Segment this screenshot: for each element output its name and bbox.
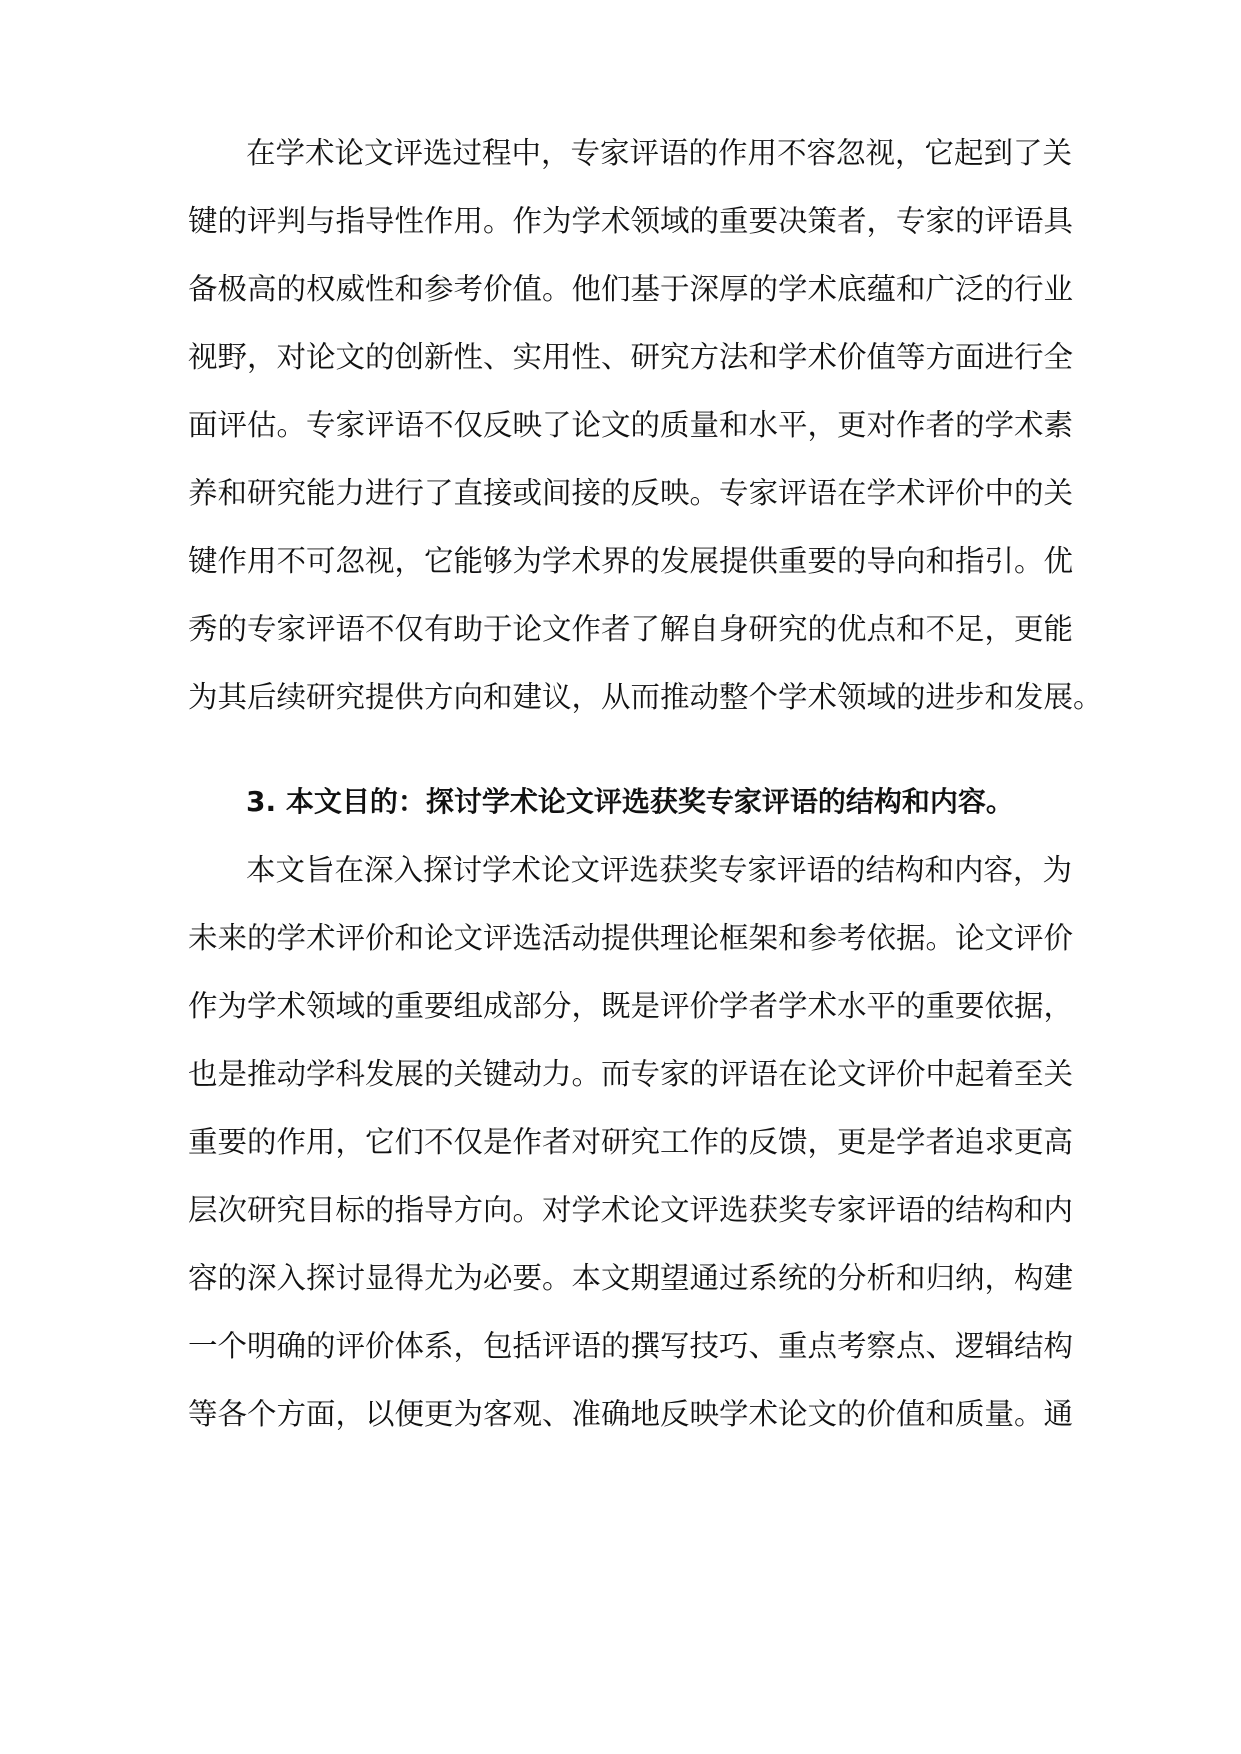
paragraph-2-line-4: 也是推动学科发展的关键动力。而专家的评语在论文评价中起着至关 bbox=[188, 1057, 1074, 1091]
paragraph-2-line-1: 本文旨在深入探讨学术论文评选获奖专家评语的结构和内容，为 bbox=[246, 853, 1073, 887]
paragraph-1-line-7: 键作用不可忽视，它能够为学术界的发展提供重要的导向和指引。优 bbox=[188, 544, 1074, 578]
paragraph-2-line-2: 未来的学术评价和论文评选活动提供理论框架和参考依据。论文评价 bbox=[188, 921, 1074, 955]
section-heading: 3. 本文目的：探讨学术论文评选获奖专家评语的结构和内容。 bbox=[246, 785, 1014, 818]
paragraph-2-line-3: 作为学术领域的重要组成部分，既是评价学者学术水平的重要依据， bbox=[188, 989, 1074, 1023]
paragraph-1-line-9: 为其后续研究提供方向和建议，从而推动整个学术领域的进步和发展。 bbox=[188, 680, 1103, 714]
paragraph-2-line-5: 重要的作用，它们不仅是作者对研究工作的反馈，更是学者追求更高 bbox=[188, 1125, 1074, 1159]
paragraph-1-line-4: 视野，对论文的创新性、实用性、研究方法和学术价值等方面进行全 bbox=[188, 340, 1074, 374]
paragraph-1-line-2: 键的评判与指导性作用。作为学术领域的重要决策者，专家的评语具 bbox=[188, 204, 1074, 238]
paragraph-1-line-6: 养和研究能力进行了直接或间接的反映。专家评语在学术评价中的关 bbox=[188, 476, 1074, 510]
paragraph-1-line-5: 面评估。专家评语不仅反映了论文的质量和水平，更对作者的学术素 bbox=[188, 408, 1074, 442]
paragraph-1-line-8: 秀的专家评语不仅有助于论文作者了解自身研究的优点和不足，更能 bbox=[188, 612, 1074, 646]
paragraph-1-line-3: 备极高的权威性和参考价值。他们基于深厚的学术底蕴和广泛的行业 bbox=[188, 272, 1074, 306]
paragraph-2-line-6: 层次研究目标的指导方向。对学术论文评选获奖专家评语的结构和内 bbox=[188, 1193, 1074, 1227]
paragraph-2-line-7: 容的深入探讨显得尤为必要。本文期望通过系统的分析和归纳，构建 bbox=[188, 1261, 1074, 1295]
paragraph-1-line-1: 在学术论文评选过程中，专家评语的作用不容忽视，它起到了关 bbox=[246, 136, 1073, 170]
paragraph-2-line-8: 一个明确的评价体系，包括评语的撰写技巧、重点考察点、逻辑结构 bbox=[188, 1329, 1074, 1363]
paragraph-2-line-9: 等各个方面，以便更为客观、准确地反映学术论文的价值和质量。通 bbox=[188, 1397, 1074, 1431]
